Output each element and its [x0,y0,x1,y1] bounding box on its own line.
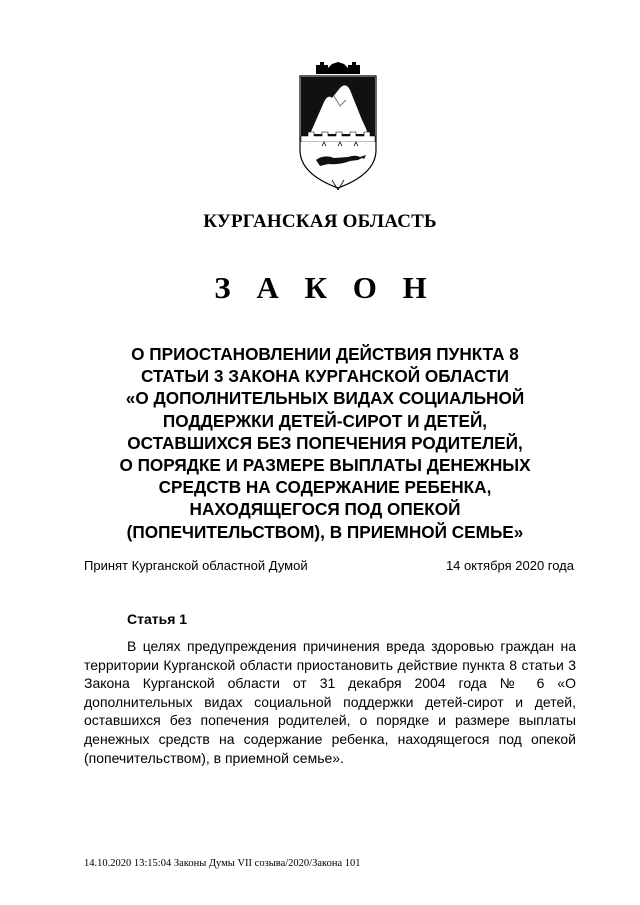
law-title-line: (ПОПЕЧИТЕЛЬСТВОМ), В ПРИЕМНОЙ СЕМЬЕ» [126,521,524,542]
law-title-line: СТАТЬИ 3 ЗАКОНА КУРГАНСКОЙ ОБЛАСТИ [140,366,510,387]
law-title-line: НАХОДЯЩЕГОСЯ ПОД ОПЕКОЙ [189,499,461,520]
document-type: З А К О Н [214,270,436,305]
law-title-line: ПОДДЕРЖКИ ДЕТЕЙ-СИРОТ И ДЕТЕЙ, [162,410,488,431]
coat-of-arms-icon [294,62,382,190]
region-title: КУРГАНСКАЯ ОБЛАСТЬ [203,211,437,232]
law-title-line: «О ДОПОЛНИТЕЛЬНЫХ ВИДАХ СОЦИАЛЬНОЙ [125,388,525,409]
law-title [95,343,555,543]
law-title-line: СРЕДСТВ НА СОДЕРЖАНИЕ РЕБЕНКА, [158,477,492,498]
footer-stamp: 14.10.2020 13:15:04 Законы Думы VII созыва/2020/Закона 101 [84,858,361,869]
adoption-date: 14 октября 2020 года [445,558,574,573]
article-text: В целях предупреждения причинения вреда здоровью граждан на территории Курганской области приостановить действие пункта 8 статьи 3 Закона Курганской области от 31 декабря 2004 года № 6 «О дополнительных видах социальной поддержки детей-сирот и детей, оставшихся без попечения родителей, о порядке и размере выплаты денежных средств на содержание ребенка, находящегося под опекой (попечительством), в приемной семье». [84,638,576,766]
law-title-line: О ПОРЯДКЕ И РАЗМЕРЕ ВЫПЛАТЫ ДЕНЕЖНЫХ [119,455,531,476]
adoption-row [84,558,574,576]
law-title-line: ОСТАВШИХСЯ БЕЗ ПОПЕЧЕНИЯ РОДИТЕЛЕЙ, [127,432,523,453]
adopted-by: Принят Курганской областной Думой [84,558,308,573]
article-heading: Статья 1 [127,611,188,627]
law-title-line: О ПРИОСТАНОВЛЕНИИ ДЕЙСТВИЯ ПУНКТА 8 [131,344,519,364]
